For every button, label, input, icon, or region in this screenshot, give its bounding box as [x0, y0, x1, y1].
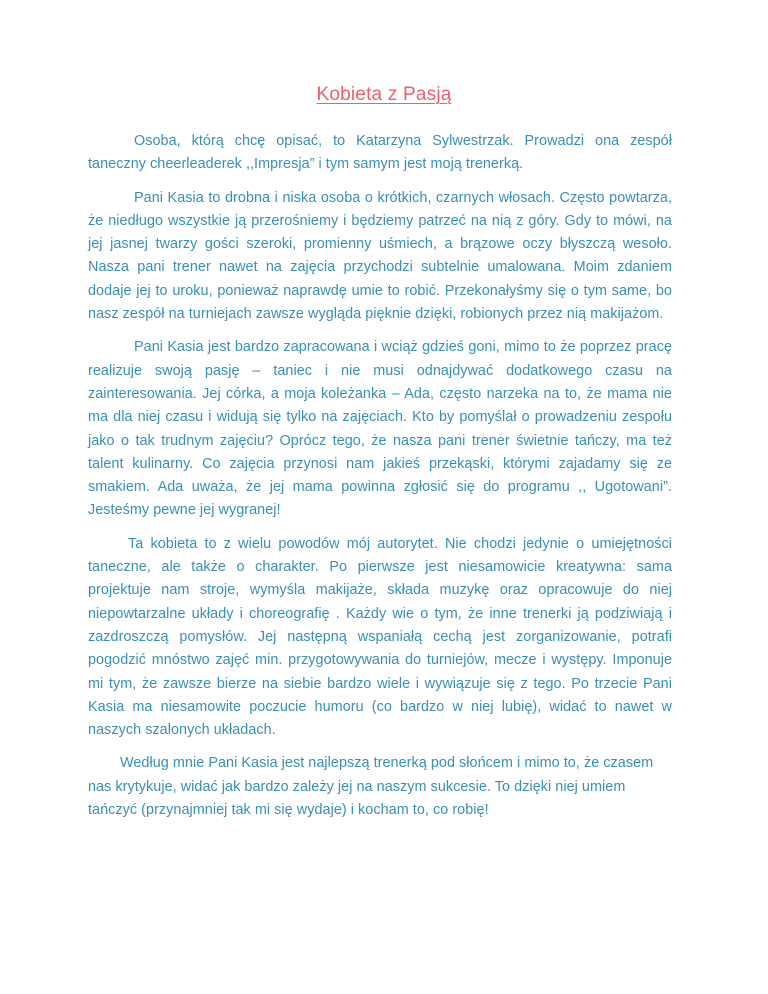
- paragraph-conclusion: Według mnie Pani Kasia jest najlepszą trenerką pod słońcem i mimo to, że czasem nas krytykuje, widać jak bardzo zależy jej na naszym sukcesie. To dzięki niej umiem tańczyć (przynajmniej tak mi się wydaje) i kocham to, co robię!: [88, 755, 654, 819]
- paragraph-introduction: Osoba, którą chcę opisać, to Katarzyna Sylwestrzak. Prowadzi ona zespół taneczny cheerleaderek ,,Impresja” i tym samym jest moją trenerką.: [88, 133, 672, 173]
- paragraph-busy-life: Pani Kasia jest bardzo zapracowana i wciąż gdzieś goni, mimo to że poprzez pracę realizuje swoją pasję – taniec i nie musi odnajdywać dodatkowego czasu na zainteresowania. Jej córka, a moja koleżanka – Ada, często narzeka na to, że mama nie ma dla niej czasu i widują się tylko na zajęciach. Kto by pomyślał o prowadzeniu zespołu jako o tak trudnym zajęciu? Oprócz tego, że nasza pani trener świetnie tańczy, ma też talent kulinarny. Co zajęcia przynosi nam jakieś przekąski, którymi zajadamy się ze smakiem. Ada uważa, że jej mama powinna zgłosić się do programu ,, Ugotowani”. Jesteśmy pewne jej wygranej!: [88, 339, 672, 519]
- paragraph-appearance: Pani Kasia to drobna i niska osoba o krótkich, czarnych włosach. Często powtarza, że niedługo wszystkie ją przerośniemy i będziemy patrzeć na nią z góry. Gdy to mówi, na jej jasnej twarzy gości szeroki, promienny uśmiech, a brązowe oczy błyszczą wesoło. Nasza pani trener nawet na zajęcia przychodzi subtelnie umalowana. Moim zdaniem dodaje jej to uroku, ponieważ naprawdę umie to robić. Przekonałyśmy się o tym same, bo nasz zespół na turniejach zawsze wygląda pięknie dzięki, robionych przez nią makijażom.: [88, 189, 672, 323]
- document-body: [88, 130, 672, 832]
- document-title: Kobieta z Pasją: [316, 84, 452, 105]
- paragraph-role-model: Ta kobieta to z wielu powodów mój autorytet. Nie chodzi jedynie o umiejętności taneczne, ale także o charakter. Po pierwsze jest niesamowicie kreatywna: sama projektuje nam stroje, wymyśla makijaże, składa muzykę oraz opracowuje do niej niepowtarzalne układy i choreografię . Każdy wie o tym, że inne trenerki ją podziwiają i zazdroszczą pomysłów. Jej następną wspaniałą cechą jest zorganizowanie, potrafi pogodzić mnóstwo zajęć min. przygotowywania do turniejów, mecze i występy. Imponuje mi tym, że zawsze bierze na siebie bardzo wiele i wywiązuje się z tego. Po trzecie Pani Kasia ma niesamowite poczucie humoru (co bardzo w niej lubię), widać to nawet w naszych szalonych układach.: [88, 535, 672, 739]
